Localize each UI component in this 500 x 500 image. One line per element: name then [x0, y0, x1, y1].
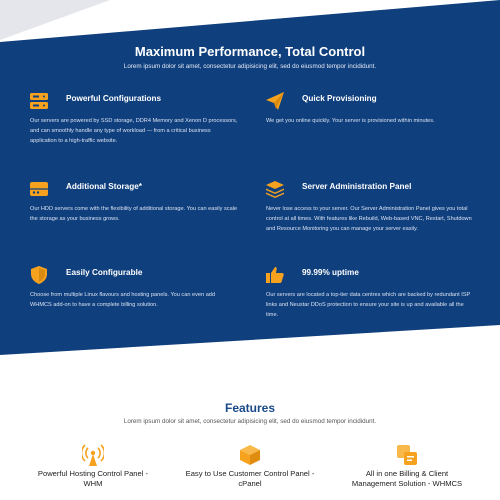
feature-title: 99.99% uptime — [302, 268, 359, 277]
card-label-line2: WHM — [83, 479, 103, 488]
section-subtitle: Lorem ipsum dolor sit amet, consectetur adipisicing elit, sed do eiusmod tempor incididunt. — [123, 63, 377, 70]
feature-description: Our servers are located a top-tier data centres which are backed by redundant ISP links and Neustar DDoS protection to ensure your site is up and available all the time. — [266, 292, 471, 318]
feature-title: Server Administration Panel — [302, 182, 412, 191]
feature-card-cpanel — [175, 444, 325, 489]
feature-description: We get you online quickly. Your server is provisioned within minutes. — [266, 118, 435, 124]
billing-icon — [396, 444, 418, 466]
feature-title: Additional Storage* — [66, 182, 142, 191]
card-label-line2: Management Solution - WHMCS — [351, 479, 463, 488]
feature-description: Our HDD servers come with the flexibility of additional storage. You can easily scale the storage as your business grows. — [30, 206, 238, 222]
card-label-line1: Powerful Hosting Control Panel - — [37, 469, 149, 478]
server-rack-icon — [30, 92, 48, 110]
feature-title: Quick Provisioning — [302, 94, 377, 103]
card-label-line1: All in one Billing & Client — [365, 469, 449, 478]
feature-description: Our servers are powered by SSD storage, DDR4 Memory and Xenon D processors, and can smoothly handle any type of workload — from a critical business application to a high-traffic website. — [30, 118, 238, 144]
paper-plane-icon — [266, 92, 284, 110]
hdd-icon — [30, 180, 48, 198]
thumbs-up-icon — [266, 266, 284, 284]
feature-description: Choose from multiple Linux flavours and hosting panels. You can even add WHMCS add-on to have a complete billing solution. — [30, 292, 216, 308]
cube-icon — [239, 444, 261, 466]
section-title: Maximum Performance, Total Control — [134, 44, 366, 59]
shield-icon — [30, 266, 48, 284]
feature-description: Never lose access to your server. Our Server Administration Panel gives you total control at all times. With features like Rebuild, Web-based VNC, Restart, Shutdown and Resource Monitoring you can manage your server easily. — [266, 206, 472, 232]
feature-card-whmcs — [332, 444, 482, 489]
broadcast-icon — [82, 444, 104, 466]
features-subtitle: Lorem ipsum dolor sit amet, consectetur adipisicing elit, sed do eiusmod tempor incididunt. — [123, 418, 377, 425]
feature-card-whm — [18, 444, 168, 489]
feature-title: Easily Configurable — [66, 268, 143, 277]
feature-title: Powerful Configurations — [66, 94, 162, 103]
features-heading: Features — [224, 401, 276, 415]
card-label-line2: cPanel — [238, 479, 262, 488]
card-label-line1: Easy to Use Customer Control Panel - — [185, 469, 315, 478]
layers-icon — [266, 180, 284, 198]
